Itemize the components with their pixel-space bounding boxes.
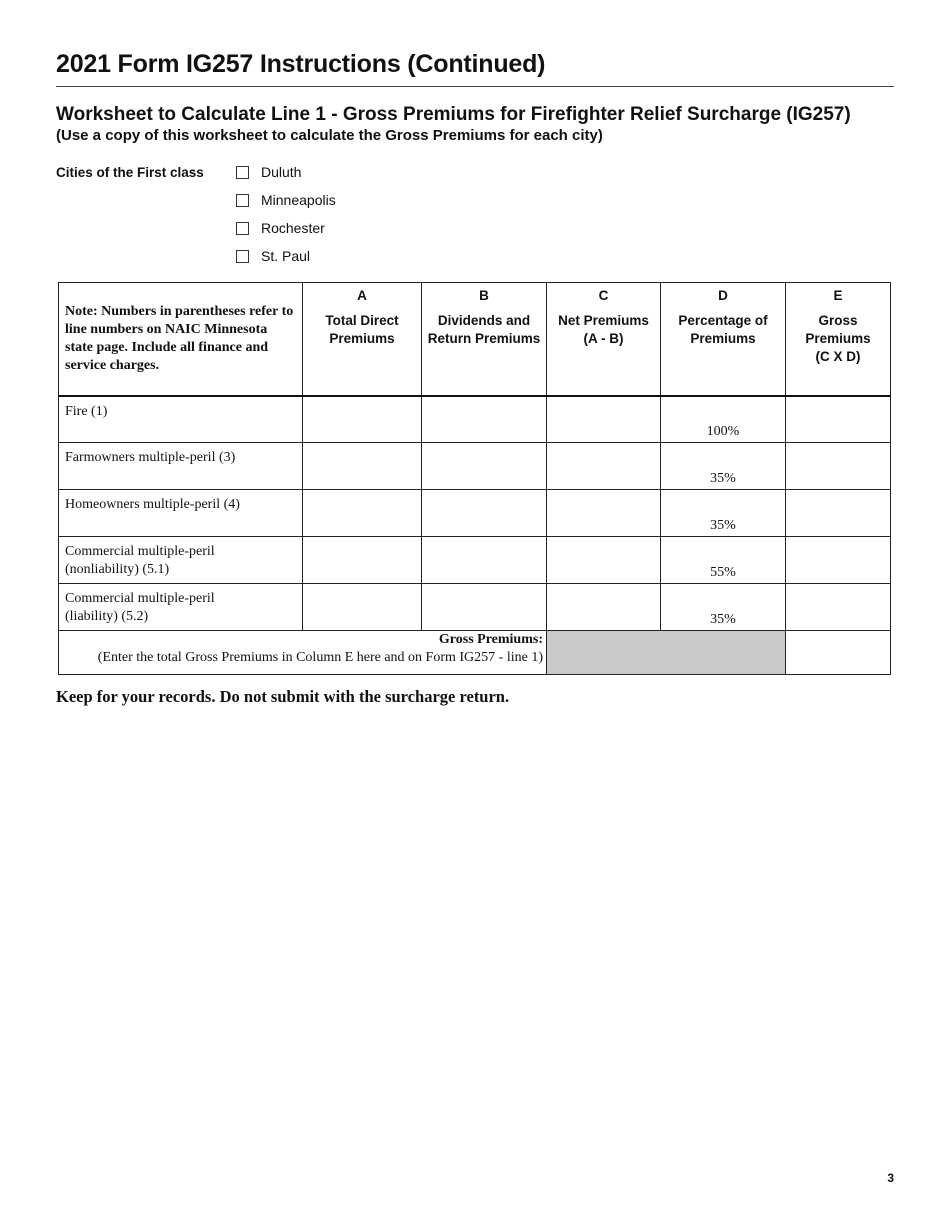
dividends-cell[interactable] [422,396,547,443]
worksheet-subtitle: (Use a copy of this worksheet to calculate the Gross Premiums for each city) [56,127,603,144]
percentage-cell: 35% [661,490,786,537]
column-letter: B [479,288,489,303]
percentage-cell: 35% [661,584,786,631]
net-premiums-cell[interactable] [547,537,661,584]
percentage-cell: 100% [661,396,786,443]
row-label: Homeowners multiple-peril (4) [59,490,303,537]
column-letter: E [833,288,843,303]
column-letter: A [357,288,367,303]
city-option-rochester[interactable] [236,219,336,247]
total-label-heading: Gross Premiums: [438,632,543,647]
rochester-checkbox[interactable] [236,222,249,235]
gross-premiums-cell[interactable] [786,396,891,443]
city-option-duluth[interactable] [236,163,336,191]
table-row [59,490,891,537]
dividends-cell[interactable] [422,443,547,490]
records-note: Keep for your records. Do not submit with the surcharge return. [56,687,510,706]
cities-label: Cities of the First class [56,165,204,180]
column-label: Dividends and Return Premiums [427,313,541,346]
shaded-cell [547,631,786,675]
column-label: Total Direct Premiums [325,313,399,346]
net-premiums-cell[interactable] [547,584,661,631]
net-premiums-cell[interactable] [547,490,661,537]
net-premiums-cell[interactable] [547,396,661,443]
gross-premiums-total-label [59,631,547,675]
total-direct-premiums-cell[interactable] [303,396,422,443]
row-label: Commercial multiple-peril (liability) (5.2) [59,584,303,631]
city-option-minneapolis[interactable] [236,191,336,219]
dividends-cell[interactable] [422,584,547,631]
column-label: Gross Premiums (C X D) [805,313,871,364]
row-label: Commercial multiple-peril (nonliability) (5.1) [59,537,303,584]
page-number: 3 [887,1171,894,1185]
table-row [59,537,891,584]
gross-premiums-cell[interactable] [786,490,891,537]
gross-premiums-cell[interactable] [786,584,891,631]
total-row [59,631,891,675]
dividends-cell[interactable] [422,537,547,584]
column-header-a [303,283,422,396]
column-letter: C [598,288,609,303]
total-direct-premiums-cell[interactable] [303,584,422,631]
city-name: Duluth [261,164,302,180]
row-label: Farmowners multiple-peril (3) [59,443,303,490]
city-name: Rochester [261,220,325,236]
percentage-cell: 55% [661,537,786,584]
gross-premiums-cell[interactable] [786,537,891,584]
column-header-e [786,283,891,396]
percentage-cell: 35% [661,443,786,490]
column-header-d [661,283,786,396]
column-label: Net Premiums (A - B) [558,313,649,346]
table-row [59,443,891,490]
city-name: Minneapolis [261,192,336,208]
minneapolis-checkbox[interactable] [236,194,249,207]
total-direct-premiums-cell[interactable] [303,490,422,537]
column-label: Percentage of Premiums [678,313,768,346]
column-letter: D [718,288,728,303]
table-row [59,584,891,631]
table-note: Note: Numbers in parentheses refer to line numbers on NAIC Minnesota state page. Include all finance and service charges. [59,283,303,396]
duluth-checkbox[interactable] [236,166,249,179]
dividends-cell[interactable] [422,490,547,537]
column-header-c [547,283,661,396]
table-row [59,396,891,443]
row-label: Fire (1) [59,396,303,443]
premiums-worksheet-table [58,282,891,675]
table-header-row [59,283,891,396]
gross-premiums-cell[interactable] [786,443,891,490]
city-option-st-paul[interactable] [236,247,336,275]
total-label-instruction: (Enter the total Gross Premiums in Column E here and on Form IG257 - line 1) [97,650,543,665]
title-divider [56,86,894,87]
gross-premiums-total-cell[interactable] [786,631,891,675]
total-direct-premiums-cell[interactable] [303,537,422,584]
total-direct-premiums-cell[interactable] [303,443,422,490]
worksheet-title: Worksheet to Calculate Line 1 - Gross Premiums for Firefighter Relief Surcharge (IG257) [56,104,851,125]
city-checkbox-list [236,163,336,275]
net-premiums-cell[interactable] [547,443,661,490]
city-name: St. Paul [261,248,311,264]
page-title: 2021 Form IG257 Instructions (Continued) [56,50,546,78]
st-paul-checkbox[interactable] [236,250,249,263]
column-header-b [422,283,547,396]
